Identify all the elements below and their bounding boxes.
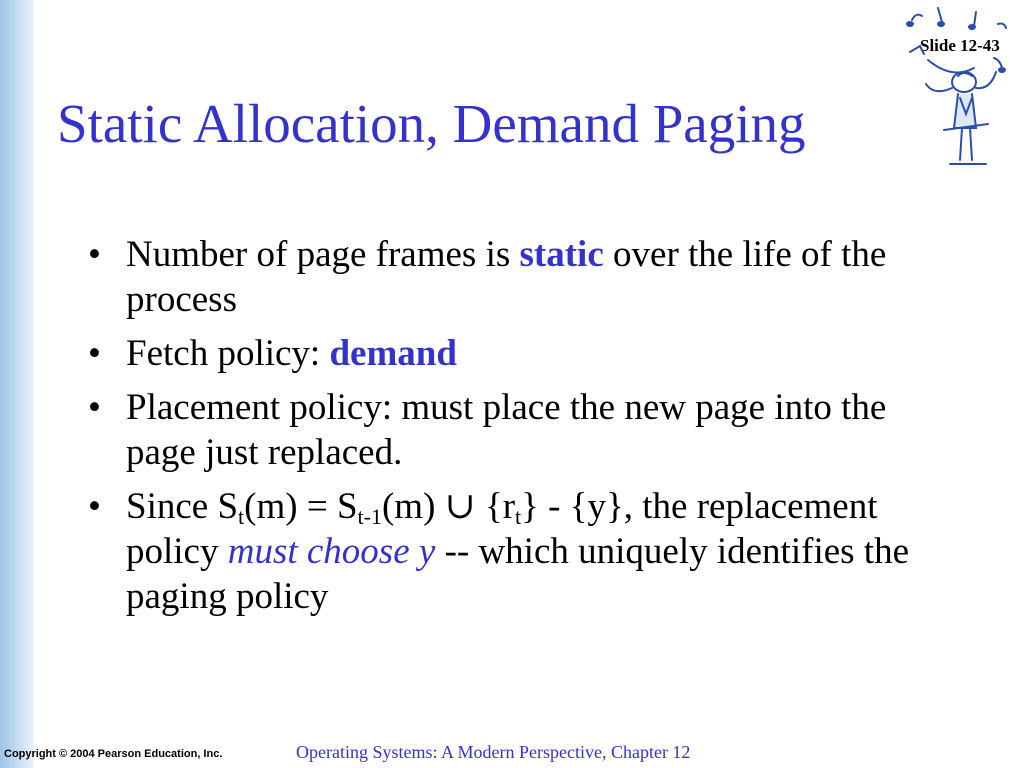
bullet-item [86, 232, 946, 322]
bullet-text: (m) = S [244, 486, 358, 527]
bullet-text: -- which uniquely identifies the paging policy [126, 531, 909, 617]
left-gradient-bar [0, 0, 34, 768]
subscript: t-1 [357, 504, 382, 529]
bullet-list [86, 232, 946, 628]
footer-copyright: Copyright © 2004 Pearson Education, Inc. [4, 748, 223, 760]
bullet-item [86, 385, 946, 475]
bullet-text: Number of page frames is [126, 234, 520, 275]
bullet-text: over the life of the process [126, 234, 887, 320]
bullet-text: } - {y}, the replacement policy [126, 486, 878, 572]
bullet-text: (m) [381, 486, 445, 527]
footer-book-title: Operating Systems: A Modern Perspective, Chapter 12 [296, 742, 691, 762]
union-symbol: ∪ [444, 486, 476, 527]
bullet-dot: • [88, 486, 101, 527]
bullet-text: Since S [126, 486, 239, 527]
bullet-text: Placement policy: must place the new page into the page just replaced. [126, 387, 887, 473]
emphasis-static: static [519, 234, 604, 275]
bullet-text: {r [475, 486, 516, 527]
subscript: t [238, 504, 245, 529]
bullet-item [86, 484, 946, 619]
slide-number: Slide 12-43 [920, 36, 1000, 55]
bullet-dot: • [88, 234, 101, 275]
emphasis-demand: demand [329, 333, 457, 374]
emphasis-must-choose-y: must choose y [227, 531, 436, 572]
bullet-item [86, 331, 946, 376]
bullet-text: Fetch policy: [126, 333, 330, 374]
conductor-music-notes-icon [898, 0, 1022, 172]
bullet-dot: • [88, 387, 101, 428]
subscript: t [515, 504, 522, 529]
bullet-dot: • [88, 333, 101, 374]
slide-title: Static Allocation, Demand Paging [57, 93, 806, 154]
